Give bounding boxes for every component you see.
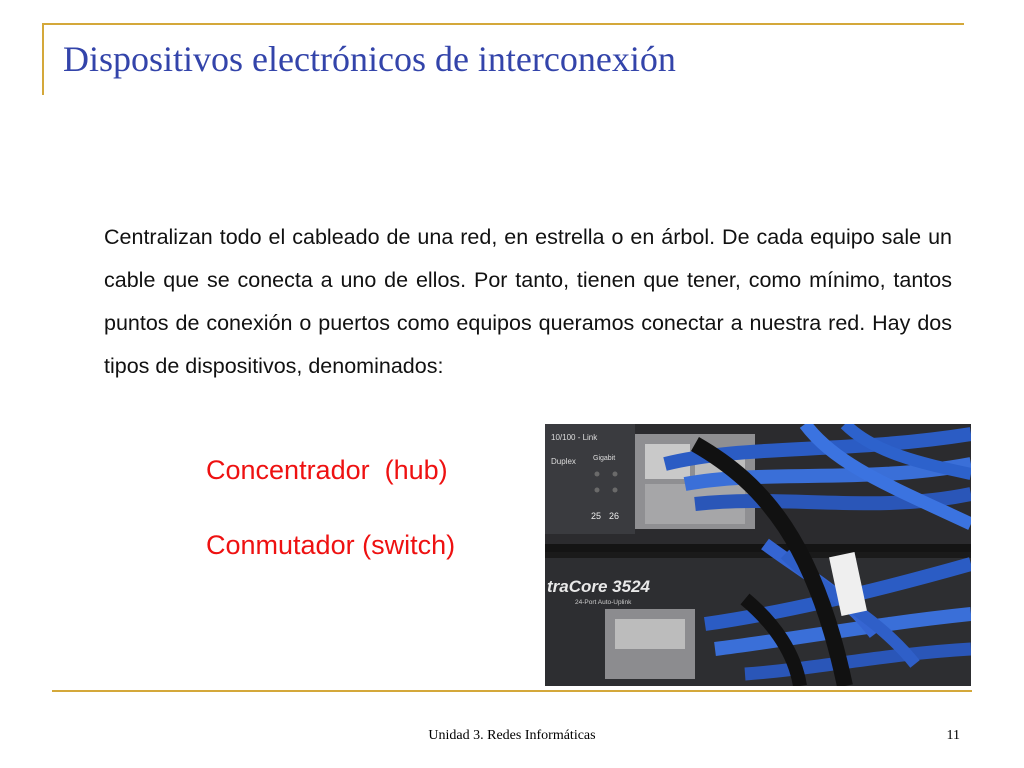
port-number-26: 26 bbox=[609, 511, 620, 521]
footer-text: Unidad 3. Redes Informáticas bbox=[428, 728, 596, 743]
footer-rule bbox=[52, 690, 972, 692]
frame-top-rule bbox=[42, 23, 964, 25]
frame-left-rule bbox=[42, 23, 44, 95]
port-label-duplex: Duplex bbox=[551, 457, 576, 466]
slide-title: Dispositivos electrónicos de interconexión bbox=[63, 39, 676, 79]
port-label-link: 10/100 - Link bbox=[551, 433, 598, 442]
switch-brand: traCore 3524 bbox=[547, 577, 651, 596]
item-conmutador: Conmutador (switch) bbox=[206, 530, 456, 560]
switch-photo bbox=[545, 424, 971, 686]
port-number-25: 25 bbox=[591, 511, 602, 521]
body-paragraph: Centralizan todo el cableado de una red, en estrella o en árbol. De cada equipo sale un cable que se conecta a uno de ellos. Por tanto, tienen que tener, como mínimo, tantos puntos de conexión o puertos como equipos queramos conectar a nuestra red. Hay dos tipos de dispositivos, denominados: bbox=[104, 225, 952, 378]
port-label-gigabit: Gigabit bbox=[593, 455, 616, 462]
page-number: 11 bbox=[946, 728, 960, 743]
switch-model-sub: 24-Port Auto-Uplink bbox=[575, 599, 632, 606]
item-concentrador: Concentrador (hub) bbox=[206, 455, 448, 485]
